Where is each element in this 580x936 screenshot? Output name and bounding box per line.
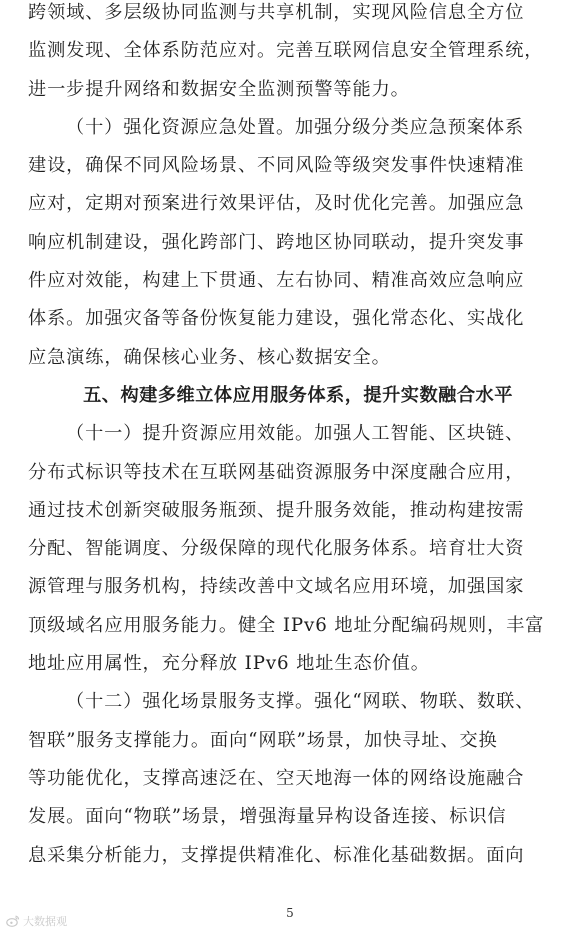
- text-line: 源管理与服务机构，持续改善中文域名应用环境，加强国家: [28, 576, 525, 598]
- text-line: 进一步提升网络和数据安全监测预警等能力。: [28, 78, 410, 100]
- text-line: 地址应用属性，充分释放 IPv6 地址生态价值。: [28, 653, 430, 675]
- text-line: 等功能优化，支撑高速泛在、空天地海一体的网络设施融合: [28, 767, 525, 789]
- text-line: 体系。加强灾备等备份恢复能力建设，强化常态化、实战化: [28, 308, 525, 330]
- page-number: 5: [286, 906, 294, 920]
- text-line: 响应机制建设，强化跨部门、跨地区协同联动，提升突发事: [28, 231, 525, 253]
- section-11-first-line: （十一）提升资源应用效能。加强人工智能、区块链、: [66, 423, 525, 445]
- text-line: 跨领域、多层级协同监测与共享机制，实现风险信息全方位: [28, 2, 525, 23]
- text-line: 件应对效能，构建上下贯通、左右协同、精准高效应急响应: [28, 270, 525, 292]
- watermark-text: 大数据观: [23, 915, 67, 928]
- text-line: 发展。面向“物联”场景，增强海量异构设备连接、标识信: [28, 806, 507, 828]
- section-10-first-line: （十）强化资源应急处置。加强分级分类应急预案体系: [66, 116, 525, 138]
- text-line: 智联”服务支撑能力。面向“网联”场景，加快寻址、交换: [28, 729, 498, 751]
- text-line: 通过技术创新突破服务瓶颈、提升服务效能，推动构建按需: [28, 499, 525, 521]
- section-12-first-line: （十二）强化场景服务支撑。强化“网联、物联、数联、: [66, 691, 535, 713]
- text-line: 应对，定期对预案进行效果评估，及时优化完善。加强应急: [28, 193, 525, 215]
- weibo-logo-icon: [6, 914, 20, 928]
- text-line: 建设，确保不同风险场景、不同风险等级突发事件快速精准: [28, 155, 525, 177]
- text-line: 监测发现、全体系防范应对。完善互联网信息安全管理系统，: [28, 40, 544, 62]
- watermark: [6, 913, 67, 929]
- text-line: 分布式标识等技术在互联网基础资源服务中深度融合应用，: [28, 461, 525, 483]
- document-body: [28, 0, 568, 875]
- section-heading: 五、构建多维立体应用服务体系，提升实数融合水平: [83, 384, 513, 406]
- text-line: 应急演练，确保核心业务、核心数据安全。: [28, 346, 391, 368]
- text-line: 顶级域名应用服务能力。健全 IPv6 地址分配编码规则，丰富: [28, 614, 545, 636]
- text-line: 分配、智能调度、分级保障的现代化服务体系。培育壮大资: [28, 538, 525, 560]
- text-line: 息采集分析能力，支撑提供精准化、标准化基础数据。面向: [28, 844, 525, 866]
